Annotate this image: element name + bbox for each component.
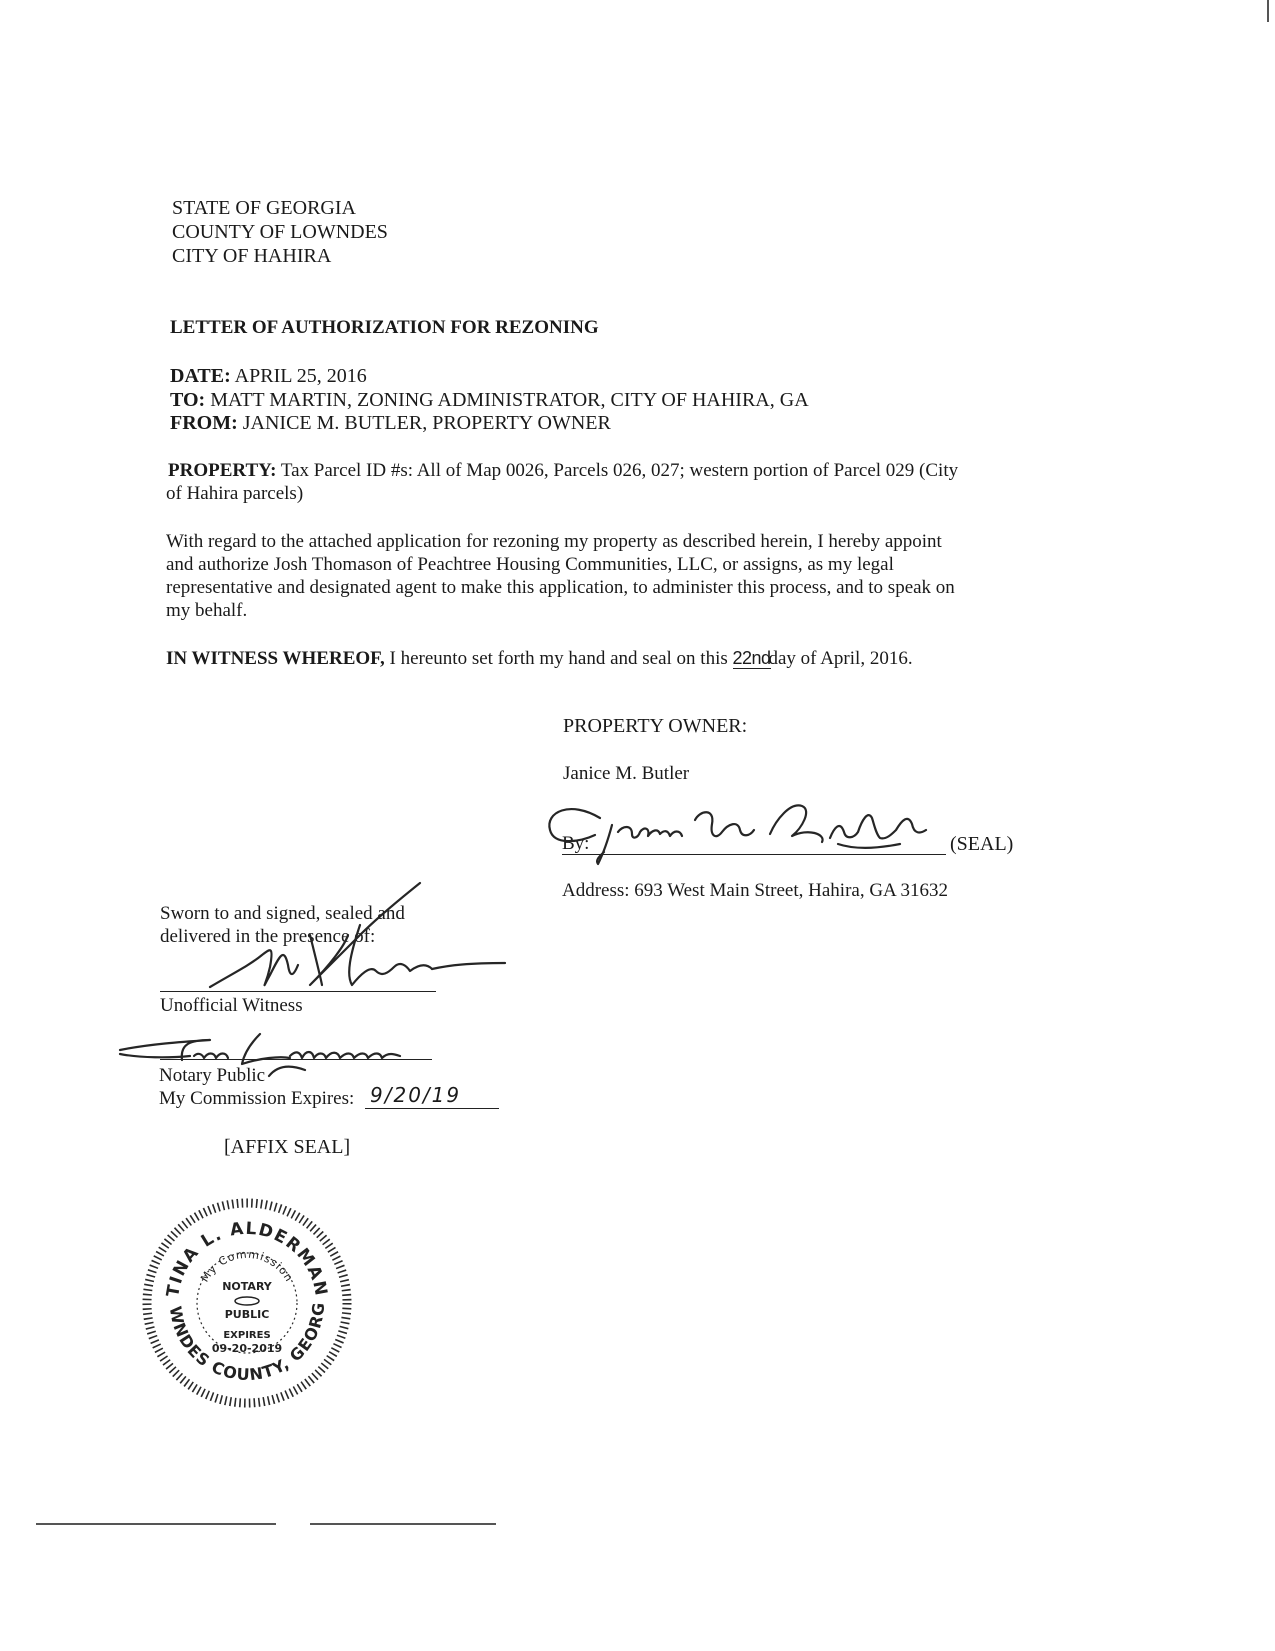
witness-whereof-text: I hereunto set forth my hand and seal on this [389,648,728,669]
seal-ornament [235,1297,259,1305]
property-text: Tax Parcel ID #s: All of Map 0026, Parcels 026, 027; western portion of Parcel 029 (City [280,460,959,481]
day-handwritten: 22nd [732,648,771,668]
notary-seal-graphic [142,1198,352,1408]
body-line-3: representative and designated agent to make this application, to administer this process, and to speak on [166,577,955,598]
witness-whereof-line [166,647,913,671]
from-value: JANICE M. BUTLER, PROPERTY OWNER [242,412,611,434]
property-line-1 [168,459,958,483]
to-label: TO: [170,389,206,411]
seal-bottom-arc: WNDES COUNTY, GEORG [165,1301,329,1385]
city-heading: CITY OF HAHIRA [172,245,332,267]
seal-expires-date: 09-20-2019 [211,1342,283,1355]
date-value: APRIL 25, 2016 [234,365,367,387]
witness-label: Unofficial Witness [160,995,303,1016]
witness-signature [170,875,510,1005]
property-line-2: of Hahira parcels) [166,483,304,504]
to-value: MATT MARTIN, ZONING ADMINISTRATOR, CITY OF HAHIRA, GA [210,389,809,411]
scan-edge-mark [1267,0,1269,22]
commission-date-line [365,1108,499,1109]
to-line [170,388,809,412]
seal-public: PUBLIC [224,1308,270,1321]
from-label: FROM: [170,412,238,434]
witness-whereof-end: day of April, 2016. [768,648,913,669]
property-label: PROPERTY: [168,460,277,481]
state-heading: STATE OF GEORGIA [172,197,356,219]
notary-flourish [265,1062,315,1082]
owner-heading: PROPERTY OWNER: [563,715,748,737]
county-heading: COUNTY OF LOWNDES [172,221,388,243]
notary-seal [142,1198,352,1408]
witness-whereof-label: IN WITNESS WHEREOF, [166,648,385,669]
owner-name: Janice M. Butler [563,763,690,784]
owner-address: Address: 693 West Main Street, Hahira, GA 31632 [562,880,948,901]
sworn-line-1: Sworn to and signed, sealed and [160,903,405,924]
owner-signature [540,790,960,870]
notary-label: Notary Public [159,1065,266,1086]
seal-label: (SEAL) [950,833,1014,855]
seal-top-arc: TINA L. ALDERMAN [163,1218,331,1299]
scan-bottom-dash [36,1523,276,1525]
from-line [170,411,611,435]
body-line-2: and authorize Josh Thomason of Peachtree Housing Communities, LLC, or assigns, as my legal [166,554,894,575]
body-line-1: With regard to the attached application for rezoning my property as described herein, I hereby appoint [166,531,942,552]
sworn-line-2: delivered in the presence of: [160,926,376,947]
seal-expires: EXPIRES [223,1330,271,1341]
commission-date: 9/20/19 [370,1083,462,1107]
seal-inner-arc: My Commission [198,1247,296,1285]
commission-label: My Commission Expires: [159,1088,355,1109]
body-line-4: my behalf. [166,600,248,621]
affix-seal: [AFFIX SEAL] [224,1136,351,1158]
date-line [170,364,367,388]
scan-bottom-dash-2 [310,1523,496,1525]
date-label: DATE: [170,365,231,387]
seal-notary: NOTARY [222,1280,272,1293]
document-title: LETTER OF AUTHORIZATION FOR REZONING [170,317,599,338]
by-label: By: [562,833,590,854]
